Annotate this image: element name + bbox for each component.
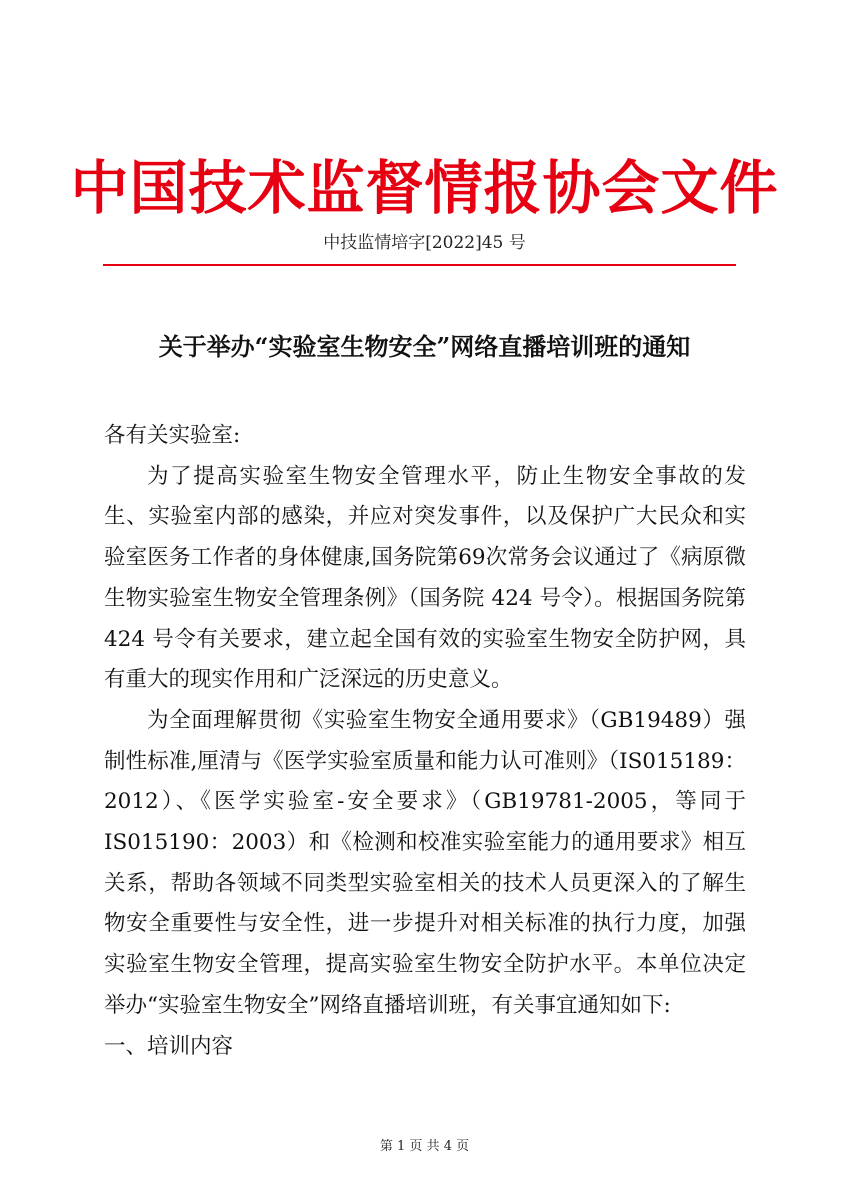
paragraph-1: 为了提高实验室生物安全管理水平，防止生物安全事故的发生、实验室内部的感染，并应对突发事件，以及保护广大民众和实验室医务工作者的身体健康,国务院第69次常务会议通过了《病原微生物实验室生物安全管理条例》（国务院 424 号令）。根据国务院第 424 号令有关要求，建立起全国有效的实验室生物安全防护网，具有重大的现实作用和广泛深远的历史意义。 [104, 463, 746, 693]
page-number-footer: 第 1 页 共 4 页 [379, 1139, 470, 1154]
notice-title: 关于举办“实验室生物安全”网络直播培训班的通知 [158, 332, 691, 361]
salutation: 各有关实验室: [104, 423, 241, 448]
document-body [104, 416, 746, 1067]
section-heading-1: 一、培训内容 [104, 1033, 234, 1059]
doc-number: 中技监情培字[2022]45 号 [323, 233, 526, 253]
paragraph-2: 为全面理解贯彻《实验室生物安全通用要求》（GB19489）强制性标准,厘清与《医学实验室质量和能力认可准则》（IS015189：2012）、《医学实验室-安全要求》（GB19781-2005，等同于IS015190：2003）和《检测和校准实验室能力的通用要求》相互关系，帮助各领域不同类型实验室相关的技术人员更深入的了解生物安全重要性与安全性，进一步提升对相关标准的执行力度，加强实验室生物安全管理，提高实验室生物安全防护水平。本单位决定举办“实验室生物安全”网络直播培训班，有关事宜通知如下: [104, 707, 746, 1018]
org-title: 中国技术监督情报协会文件 [70, 154, 779, 222]
header-divider [103, 264, 736, 266]
